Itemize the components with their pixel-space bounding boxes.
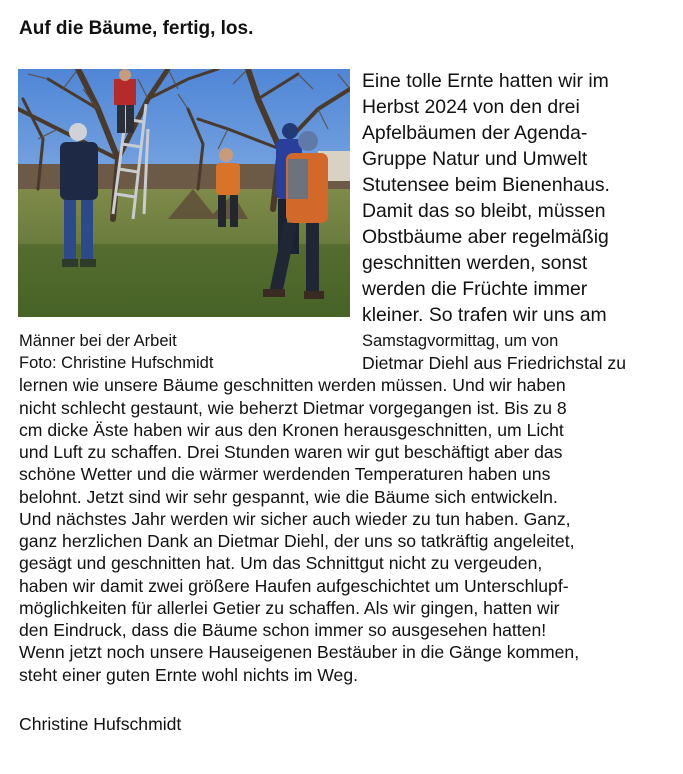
- article-photo: [18, 69, 350, 317]
- photo-credit: Foto: Christine Hufschmidt: [19, 354, 214, 372]
- article-title: Auf die Bäume, fertig, los.: [19, 18, 254, 39]
- side-text-line: Apfelbäumen der Agenda-: [362, 122, 588, 144]
- body-text-line: belohnt. Jetzt sind wir sehr gespannt, wie die Bäume sich entwickeln.: [19, 487, 558, 507]
- body-text-line: möglichkeiten für allerlei Getier zu schaffen. Als wir gingen, hatten wir: [19, 598, 560, 618]
- body-text-line: Wenn jetzt noch unsere Hauseigenen Bestäuber in die Gänge kommen,: [19, 642, 580, 662]
- mid-text-line: Dietmar Diehl aus Friedrichstal zu: [362, 353, 626, 373]
- photo-men-pruning-trees-icon: [18, 69, 350, 317]
- body-text-line: schöne Wetter und die wärmer werdenden Temperaturen haben uns: [19, 464, 551, 484]
- mid-text-line: Samstagvormittag, um von: [362, 332, 559, 350]
- side-text-line: Eine tolle Ernte hatten wir im: [362, 70, 609, 92]
- article-author: Christine Hufschmidt: [19, 714, 182, 734]
- body-text-line: gesägt und geschnitten hat. Um das Schnittgut nicht zu vergeuden,: [19, 553, 543, 573]
- body-text-line: lernen wie unsere Bäume geschnitten werden müssen. Und wir haben: [19, 375, 566, 395]
- body-text-line: cm dicke Äste haben wir aus den Kronen herausgeschnitten, um Licht: [19, 420, 564, 440]
- body-text-line: Und nächstes Jahr werden wir sicher auch wieder zu tun haben. Ganz,: [19, 509, 571, 529]
- body-text-line: ganz herzlichen Dank an Dietmar Diehl, der uns so tatkräftig angeleitet,: [19, 531, 575, 551]
- photo-caption: Männer bei der Arbeit: [19, 332, 177, 350]
- side-text-line: kleiner. So trafen wir uns am: [362, 304, 607, 326]
- side-text-line: Obstbäume aber regelmäßig: [362, 226, 609, 248]
- body-text-line: und Luft zu schaffen. Drei Stunden waren wir gut beschäftigt aber das: [19, 442, 563, 462]
- body-text-line: nicht schlecht gestaunt, wie beherzt Dietmar vorgegangen ist. Bis zu 8: [19, 398, 567, 418]
- body-text-line: steht einer guten Ernte wohl nichts im Weg.: [19, 665, 359, 685]
- body-text-line: den Eindruck, dass die Bäume schon immer so ausgesehen hatten!: [19, 620, 547, 640]
- side-text-line: Damit das so bleibt, müssen: [362, 200, 606, 222]
- body-text-line: haben wir damit zwei größere Haufen aufgeschichtet um Unterschlupf-: [19, 576, 569, 596]
- side-text-line: werden die Früchte immer: [362, 278, 588, 300]
- side-text-line: Herbst 2024 von den drei: [362, 96, 580, 118]
- side-text-line: Gruppe Natur und Umwelt: [362, 148, 588, 170]
- side-text-line: Stutensee beim Bienenhaus.: [362, 174, 610, 196]
- side-text-line: geschnitten werden, sonst: [362, 252, 588, 274]
